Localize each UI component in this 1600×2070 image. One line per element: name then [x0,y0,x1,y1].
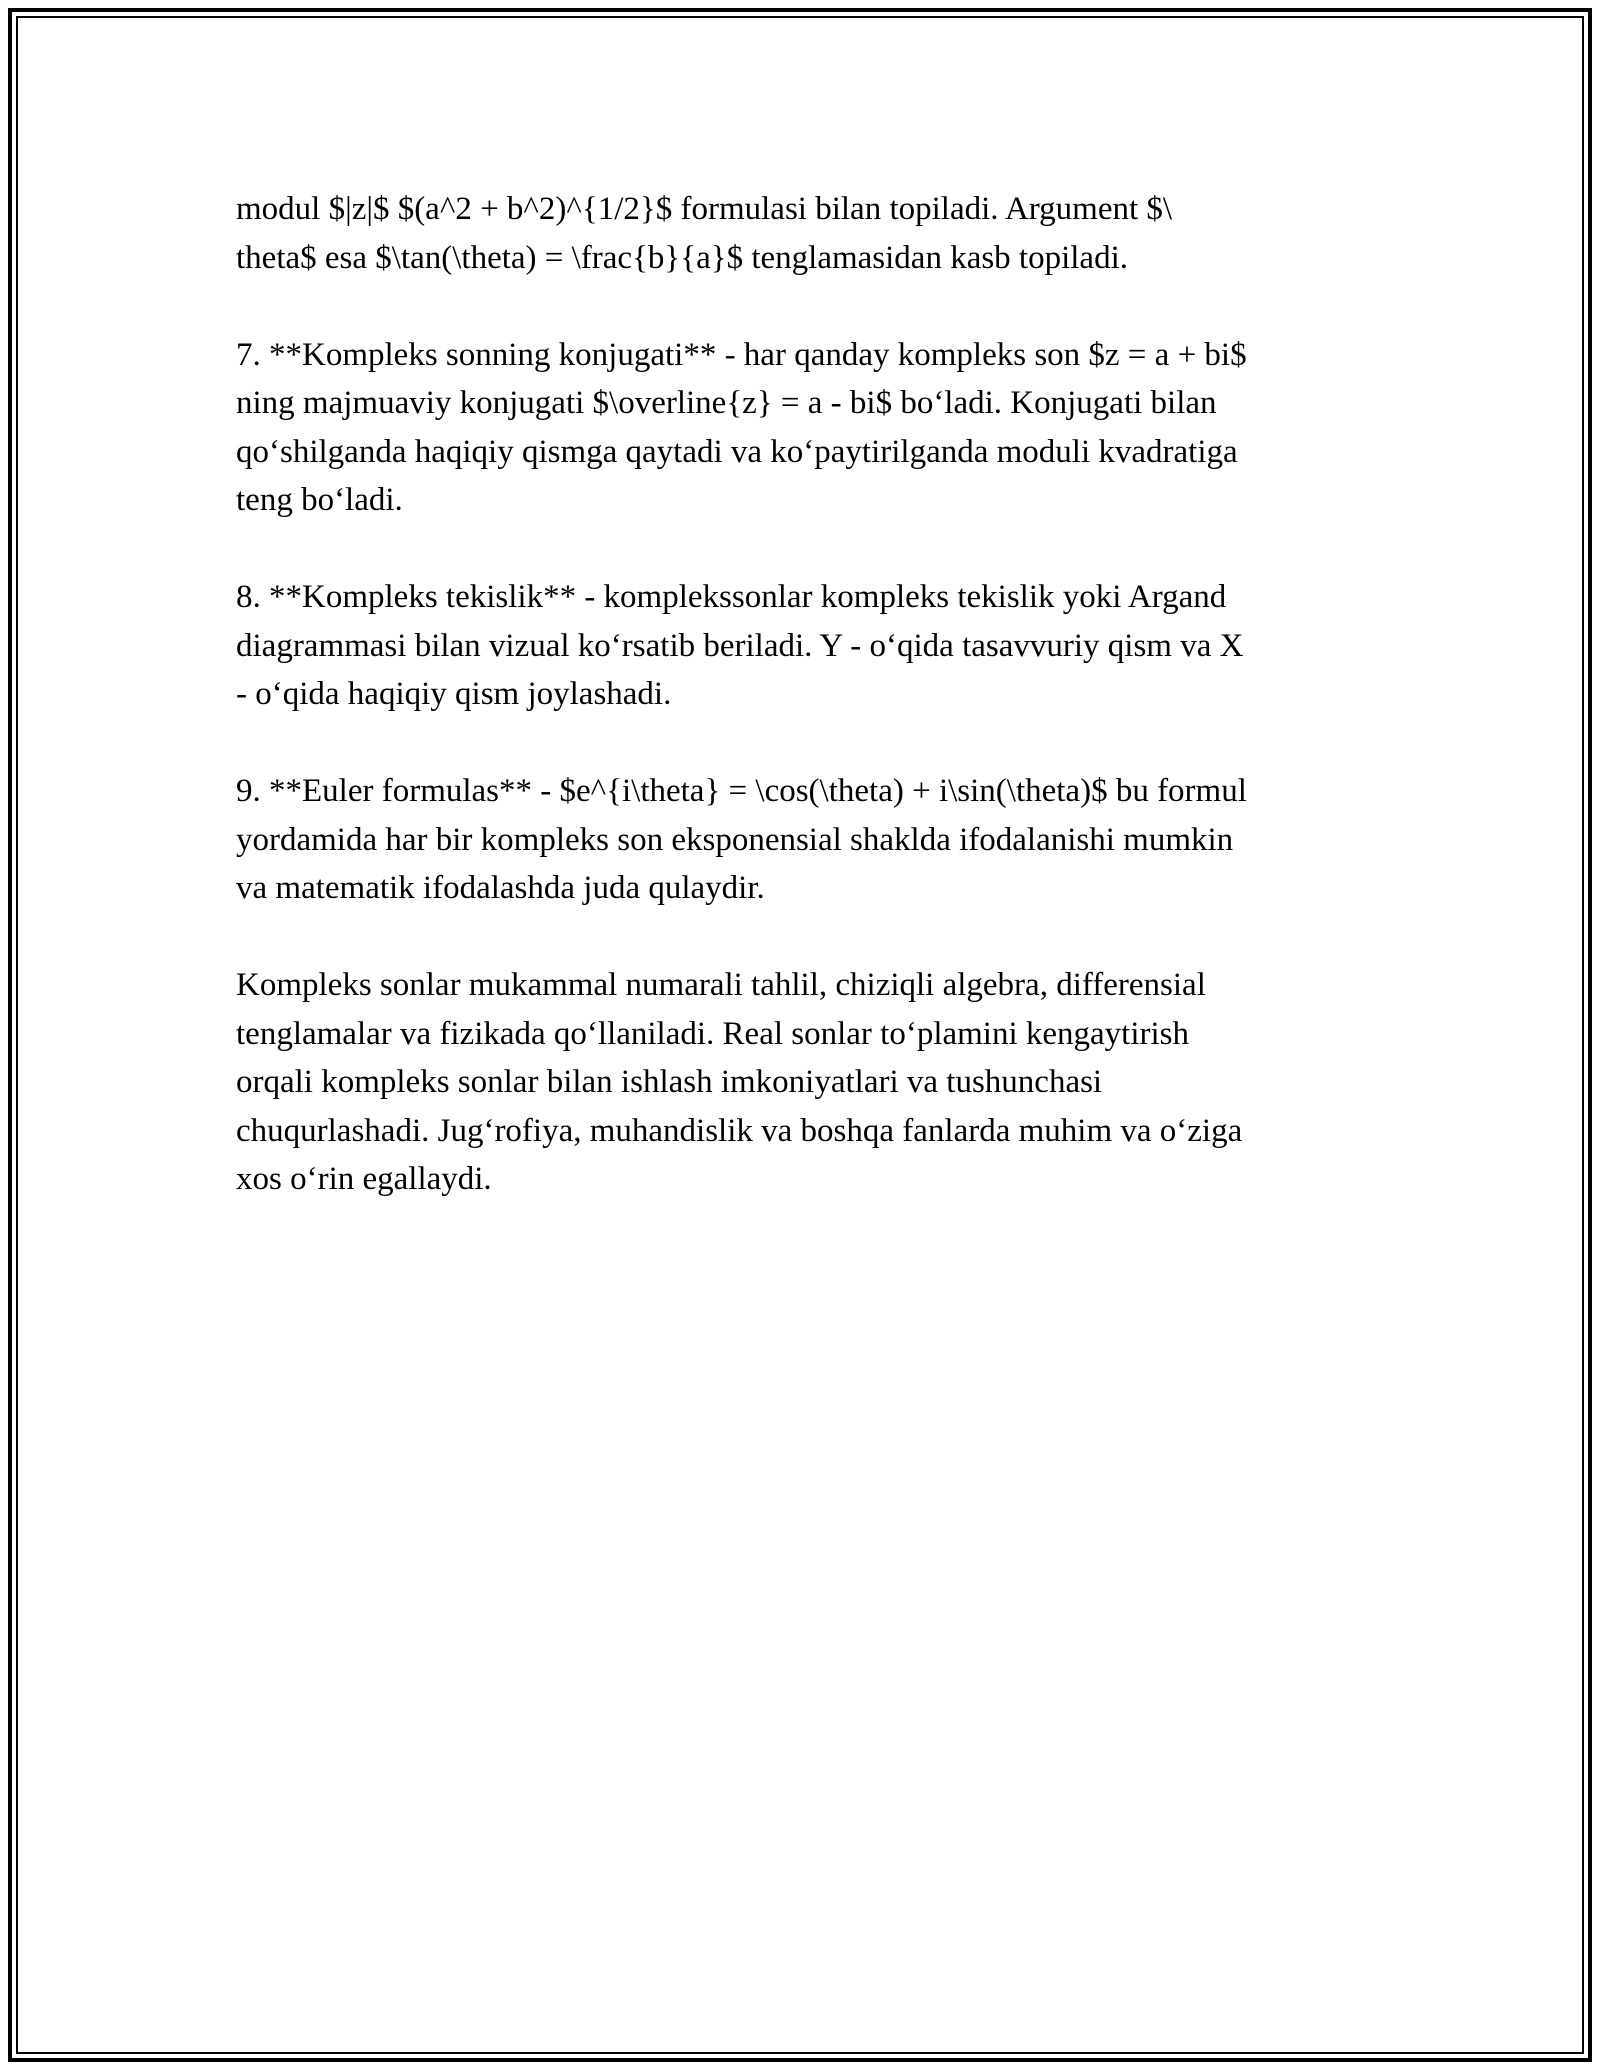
paragraph-modulus-argument: modul $|z|$ $(a^2 + b^2)^{1/2}$ formulasi bilan topiladi. Argument $\ theta$ esa $\tan(\theta) = \frac{b}{a}$ tenglamasidan kasb topiladi. [236,191,1173,276]
paragraph-complex-plane: 8. **Kompleks tekislik** - komplekssonlar kompleks tekislik yoki Argand diagrammasi bilan vizual ko‘rsatib beriladi. Y - o‘qida tasavvuriy qism va X - o‘qida haqiqiy qism joylashadi. [236,579,1244,712]
paragraph-conjugate: 7. **Kompleks sonning konjugati** - har qanday kompleks son $z = a + bi$ ning majmuaviy konjugati $\overline{z} = a - bi$ bo‘ladi. Konjugati bilan qo‘shilganda haqiqiy qismga qaytadi va ko‘paytirilganda moduli kvadratiga teng bo‘ladi. [236,336,1247,518]
document-body [236,185,1376,1252]
paragraph-conclusion: Kompleks sonlar mukammal numarali tahlil, chiziqli algebra, differensial tenglamalar va fizikada qo‘llaniladi. Real sonlar to‘plamini kengaytirish orqali kompleks sonlar bilan ishlash imkoniyatlari va tushunchasi chuqurlashadi. Jug‘rofiya, muhandislik va boshqa fanlarda muhim va o‘ziga xos o‘rin egallaydi. [236,967,1243,1197]
paragraph-euler-formula: 9. **Euler formulas** - $e^{i\theta} = \cos(\theta) + i\sin(\theta)$ bu formul yordamida har bir kompleks son eksponensial shaklda ifodalanishi mumkin va matematik ifodalashda juda qulaydir. [236,773,1247,906]
